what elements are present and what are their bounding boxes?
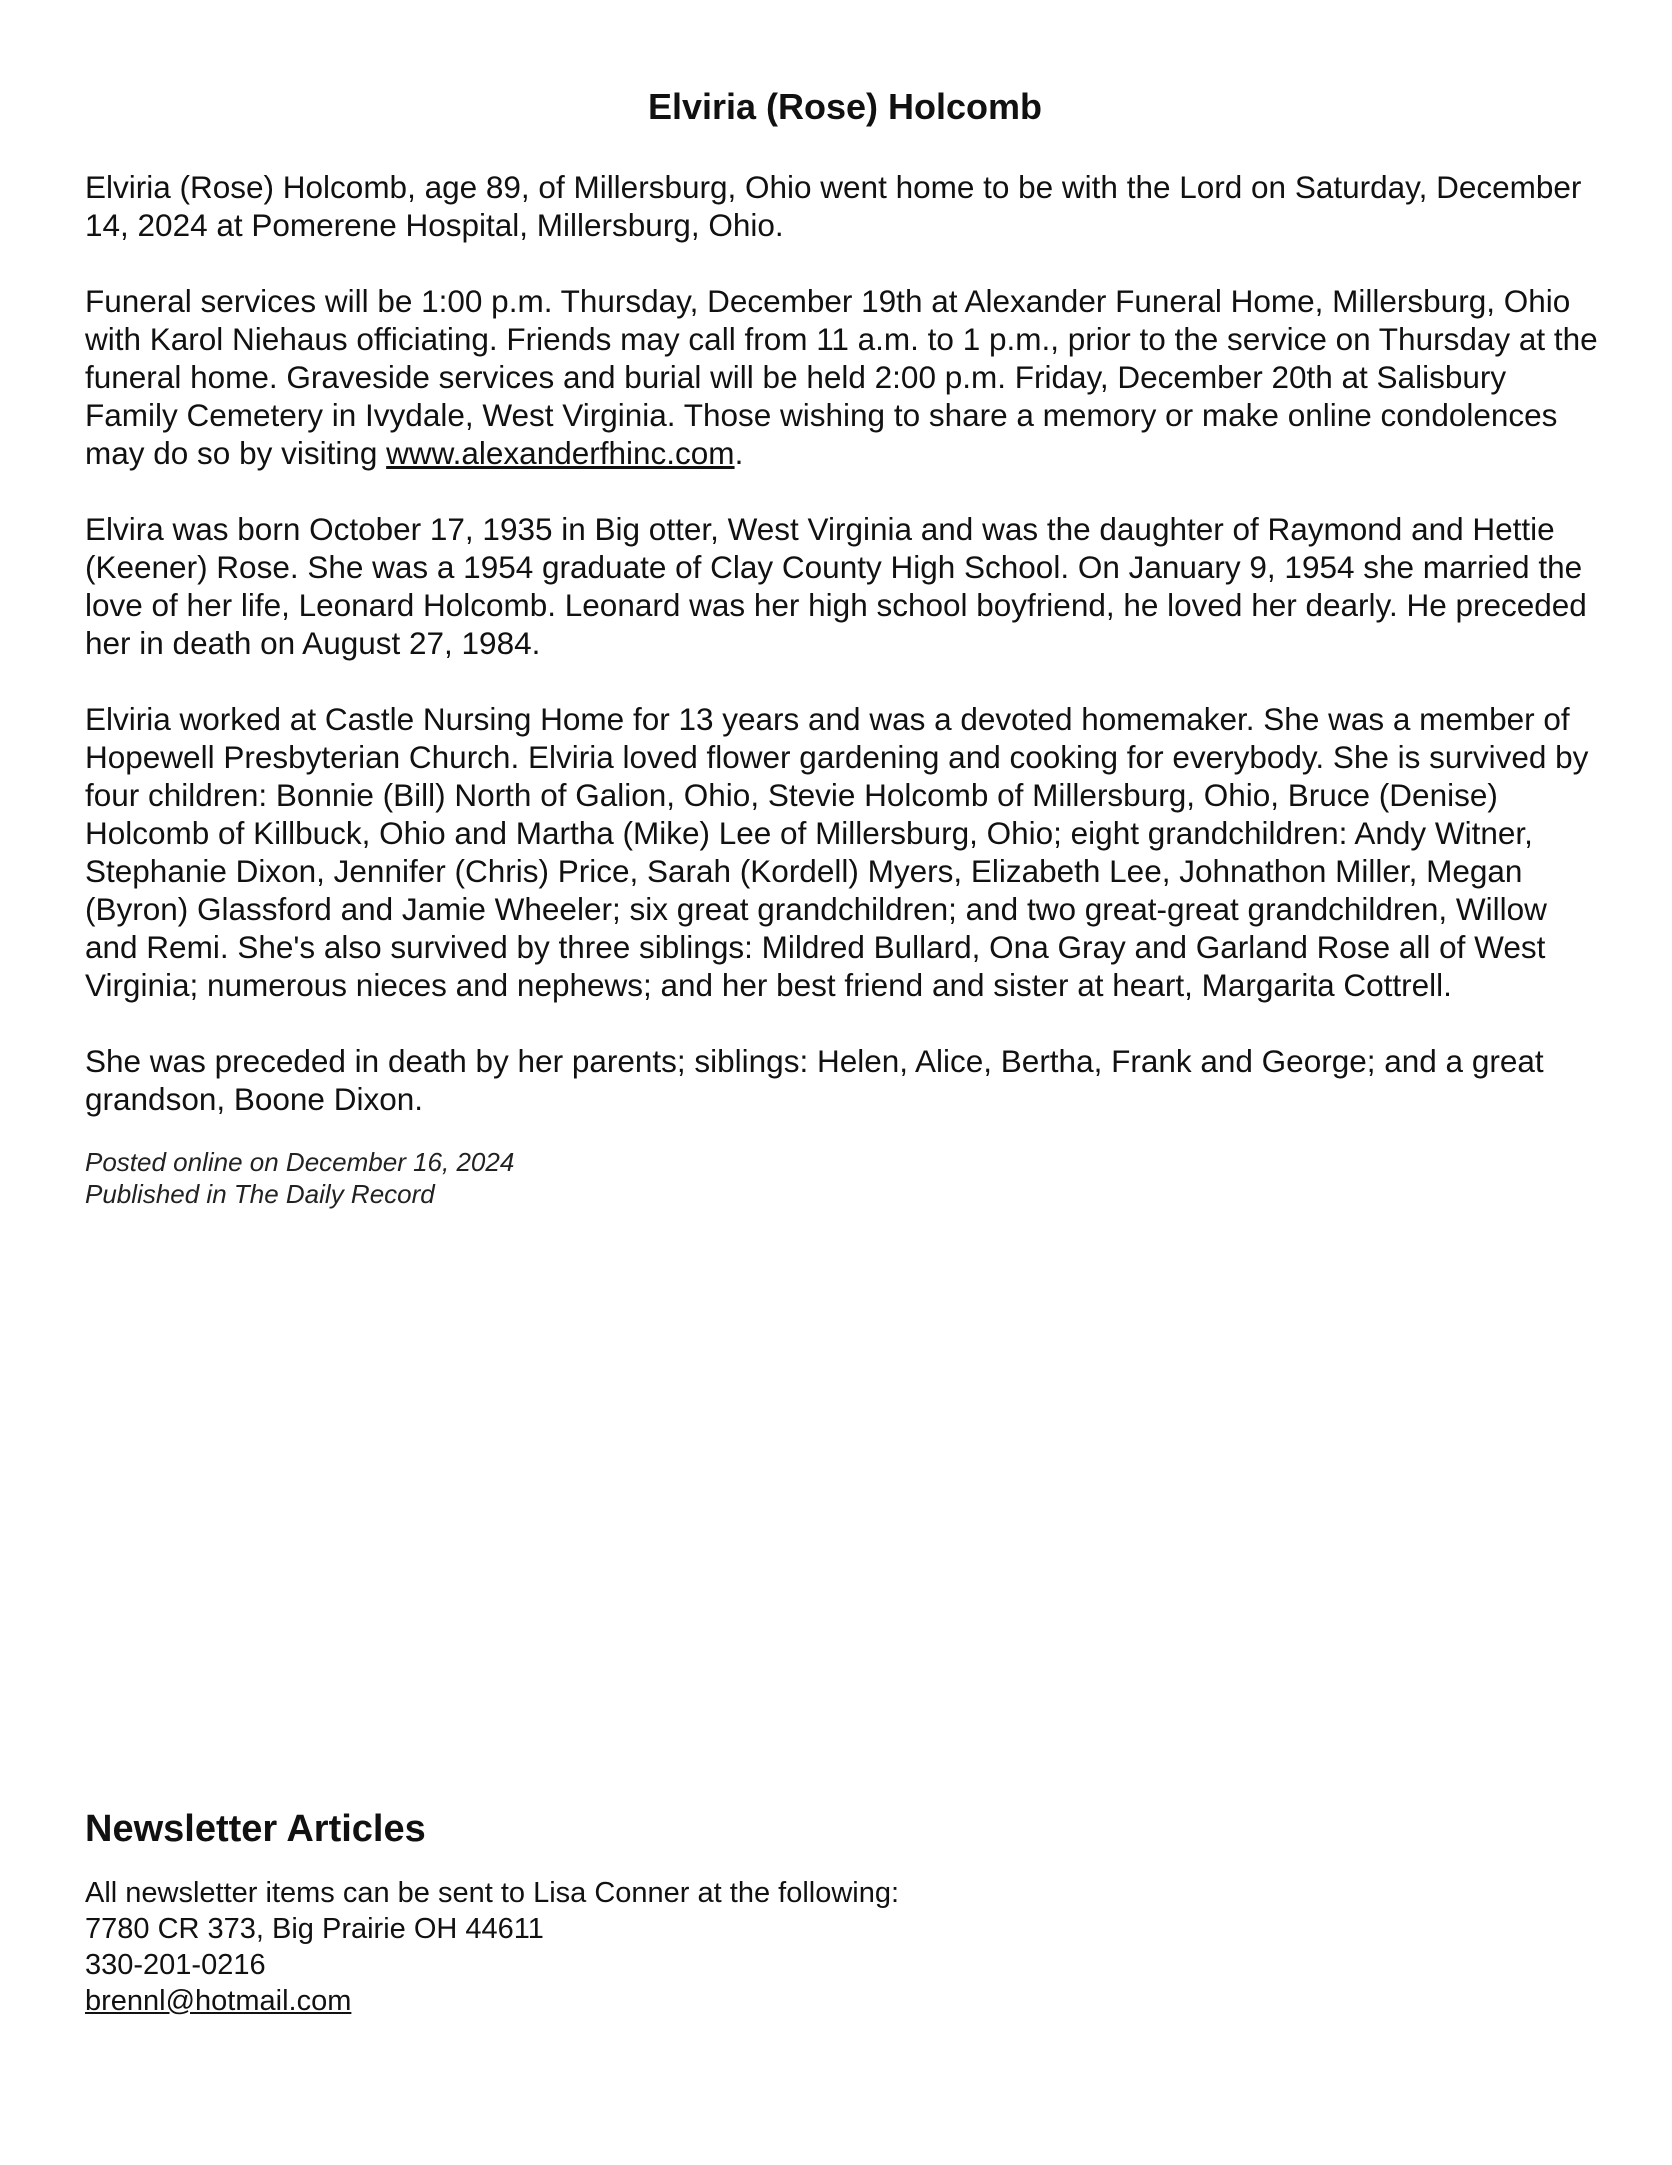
funeral-home-link[interactable]: www.alexanderfhinc.com [386,435,735,472]
funeral-services-paragraph [85,282,1605,472]
newsletter-address: 7780 CR 373, Big Prairie OH 44611 [85,1912,544,1945]
newsletter-email-link[interactable]: brennl@hotmail.com [85,1984,352,2017]
posted-online-date: Posted online on December 16, 2024 [85,1147,515,1178]
biography-paragraph: Elvira was born October 17, 1935 in Big otter, West Virginia and was the daughter of Raymond and Hettie (Keener) Rose. She was a 1954 graduate of Clay County High School. On January 9, 1954 she married the love of her life, Leonard Holcomb. Leonard was her high school boyfriend, he loved her dearly. He preceded her in death on August 27, 1984. [85,511,1587,662]
newsletter-intro: All newsletter items can be sent to Lisa Conner at the following: [85,1876,900,1909]
funeral-services-end: . [734,435,744,472]
funeral-services-text: Funeral services will be 1:00 p.m. Thursday, December 19th at Alexander Funeral Home, Millersburg, Ohio with Karol Niehaus officiating. Friends may call from 11 a.m. to 1 p.m., prior to the service on Thursday at the funeral home. Graveside services and burial will be held 2:00 p.m. Friday, December 20th at Salisbury Family Cemetery in Ivydale, West Virginia. Those wishing to share a memory or make online condolences may do so by visiting [85,283,1598,472]
newsletter-phone: 330-201-0216 [85,1948,266,1981]
obituary-title: Elviria (Rose) Holcomb [647,86,1043,127]
survivors-paragraph: Elviria worked at Castle Nursing Home for 13 years and was a devoted homemaker. She was a member of Hopewell Presbyterian Church. Elviria loved flower gardening and cooking for everybody. She is survived by four children: Bonnie (Bill) North of Galion, Ohio, Stevie Holcomb of Millersburg, Ohio, Bruce (Denise) Holcomb of Killbuck, Ohio and Martha (Mike) Lee of Millersburg, Ohio; eight grandchildren: Andy Witner, Stephanie Dixon, Jennifer (Chris) Price, Sarah (Kordell) Myers, Elizabeth Lee, Johnathon Miller, Megan (Byron) Glassford and Jamie Wheeler; six great grandchildren; and two great-great grandchildren, Willow and Remi. She's also survived by three siblings: Mildred Bullard, Ona Gray and Garland Rose all of West Virginia; numerous nieces and nephews; and her best friend and sister at heart, Margarita Cottrell. [85,701,1589,1004]
obituary-intro-paragraph: Elviria (Rose) Holcomb, age 89, of Millersburg, Ohio went home to be with the Lord on Saturday, December 14, 2024 at Pomerene Hospital, Millersburg, Ohio. [85,169,1582,244]
published-in: Published in The Daily Record [85,1179,435,1210]
newsletter-section [85,1807,1605,2019]
posting-info [85,1146,1605,1210]
obituary-section [85,85,1605,1210]
newsletter-heading: Newsletter Articles [85,1808,426,1850]
preceded-paragraph: She was preceded in death by her parents; siblings: Helen, Alice, Bertha, Frank and George; and a great grandson, Boone Dixon. [85,1043,1544,1118]
